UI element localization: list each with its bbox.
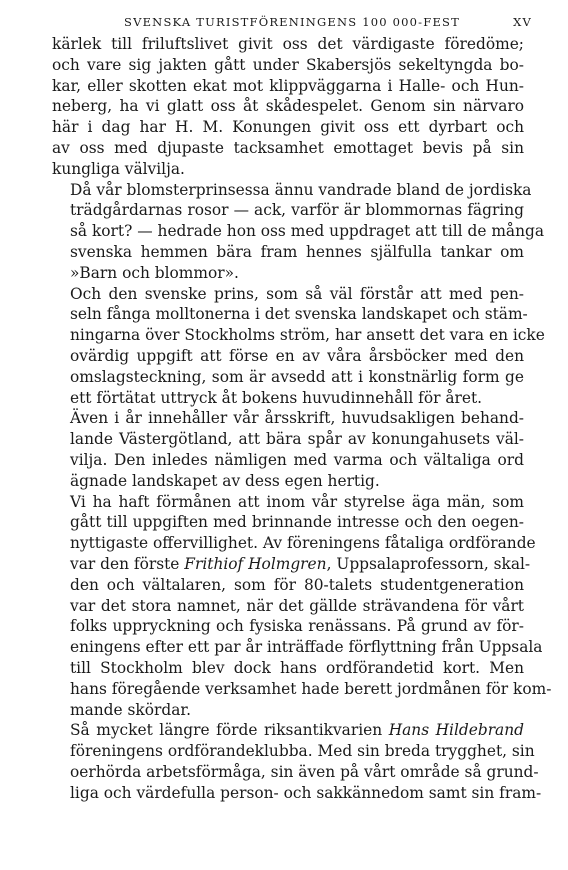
text-line: kärlek till friluftslivet givit oss det värdigaste föredöme; xyxy=(52,35,524,53)
running-head-title: SVENSKA TURISTFÖRENINGENS 100 000-FEST xyxy=(124,15,460,29)
text-line: ningarna över Stockholms ström, har ansett det vara en icke xyxy=(70,326,545,345)
text-line: var det stora namnet, när det gällde strävandena för vårt xyxy=(70,596,524,615)
text-line: hans föregående verksamhet hade berett jordmånen för kom- xyxy=(70,679,552,698)
text-line: här i dag har H. M. Konungen givit oss ett dyrbart och xyxy=(52,118,524,137)
text-line: var den förste Frithiof Holmgren, Uppsalaprofessorn, skal- xyxy=(70,554,531,573)
text-line: seln fånga molltonerna i det svenska landskapet och stäm- xyxy=(70,305,528,324)
text-line: av oss med djupaste tacksamhet emottaget bevis på sin xyxy=(52,138,524,157)
text-line: trädgårdarnas rosor — ack, varför är blommornas fägring xyxy=(70,201,524,220)
text-line: mande skördar. xyxy=(70,700,191,719)
text-line: Och den svenske prins, som så väl förstår att med pen- xyxy=(70,284,524,303)
page xyxy=(52,12,552,803)
text-line: kar, eller skotten ekat mot klippväggarna i Halle- och Hun- xyxy=(52,76,524,95)
text-line: liga och värdefulla person- och sakkännedom samt sin fram- xyxy=(70,783,542,802)
text-line: så kort? — hedrade hon oss med uppdraget att till de många xyxy=(70,222,545,241)
text-line: eningens efter ett par år inträffade förflyttning från Uppsala xyxy=(70,638,543,657)
text-line: omslagsteckning, som är avsedd att i konstnärlig form ge xyxy=(70,367,524,386)
page-number: XV xyxy=(513,15,532,29)
body-text xyxy=(52,34,552,803)
text-line: nyttigaste offervillighet. Av föreningens fåtaliga ordförande xyxy=(70,534,536,553)
text-line: Vi ha haft förmånen att inom vår styrelse äga män, som xyxy=(70,492,524,511)
text-line: folks uppryckning och fysiska renässans. På grund av för- xyxy=(70,617,524,636)
text-line: ett förtätat uttryck åt bokens huvudinnehåll för året. xyxy=(70,388,483,407)
text-line: Även i år innehåller vår årsskrift, huvudsakligen behand- xyxy=(70,409,524,428)
text-line: Så mycket längre förde riksantikvarien Hans Hildebrand xyxy=(70,721,524,740)
paragraph xyxy=(52,34,524,180)
text-line: oerhörda arbetsförmåga, sin även på vårt område så grund- xyxy=(70,762,539,781)
text-line: till Stockholm blev dock hans ordförandetid kort. Men xyxy=(70,658,524,677)
text-line: »Barn och blommor». xyxy=(70,263,239,282)
paragraph xyxy=(52,492,552,721)
paragraph xyxy=(52,284,545,409)
text-line: neberg, ha vi glatt oss åt skådespelet. Genom sin närvaro xyxy=(52,97,524,116)
paragraph xyxy=(52,408,524,491)
text-line: vilja. Den inledes nämligen med varma och vältaliga ord xyxy=(70,450,524,469)
text-line: svenska hemmen bära fram hennes själfulla tankar om xyxy=(70,242,524,261)
text-line: kungliga välvilja. xyxy=(52,159,185,178)
paragraph xyxy=(52,720,542,803)
text-line: Då vår blomsterprinsessa ännu vandrade bland de jordiska xyxy=(70,180,532,199)
italic-name: Hans Hildebrand xyxy=(388,721,524,740)
text-line: gått till uppgiften med brinnande intresse och den oegen- xyxy=(70,513,524,532)
paragraph xyxy=(52,180,545,284)
running-head xyxy=(52,12,532,32)
text-line: lande Västergötland, att bära spår av konungahusets väl- xyxy=(70,430,524,449)
text-line: ovärdig uppgift att förse en av våra årsböcker med den xyxy=(70,346,524,365)
text-line: och vare sig jakten gått under Skabersjös sekeltyngda bo- xyxy=(52,55,524,74)
text-line: föreningens ordförandeklubba. Med sin breda trygghet, sin xyxy=(70,742,535,761)
text-line: den och vältalaren, som för 80-talets studentgeneration xyxy=(70,575,524,594)
text-line: ägnade landskapet av dess egen hertig. xyxy=(70,471,380,490)
italic-name: Frithiof Holmgren xyxy=(184,554,327,573)
